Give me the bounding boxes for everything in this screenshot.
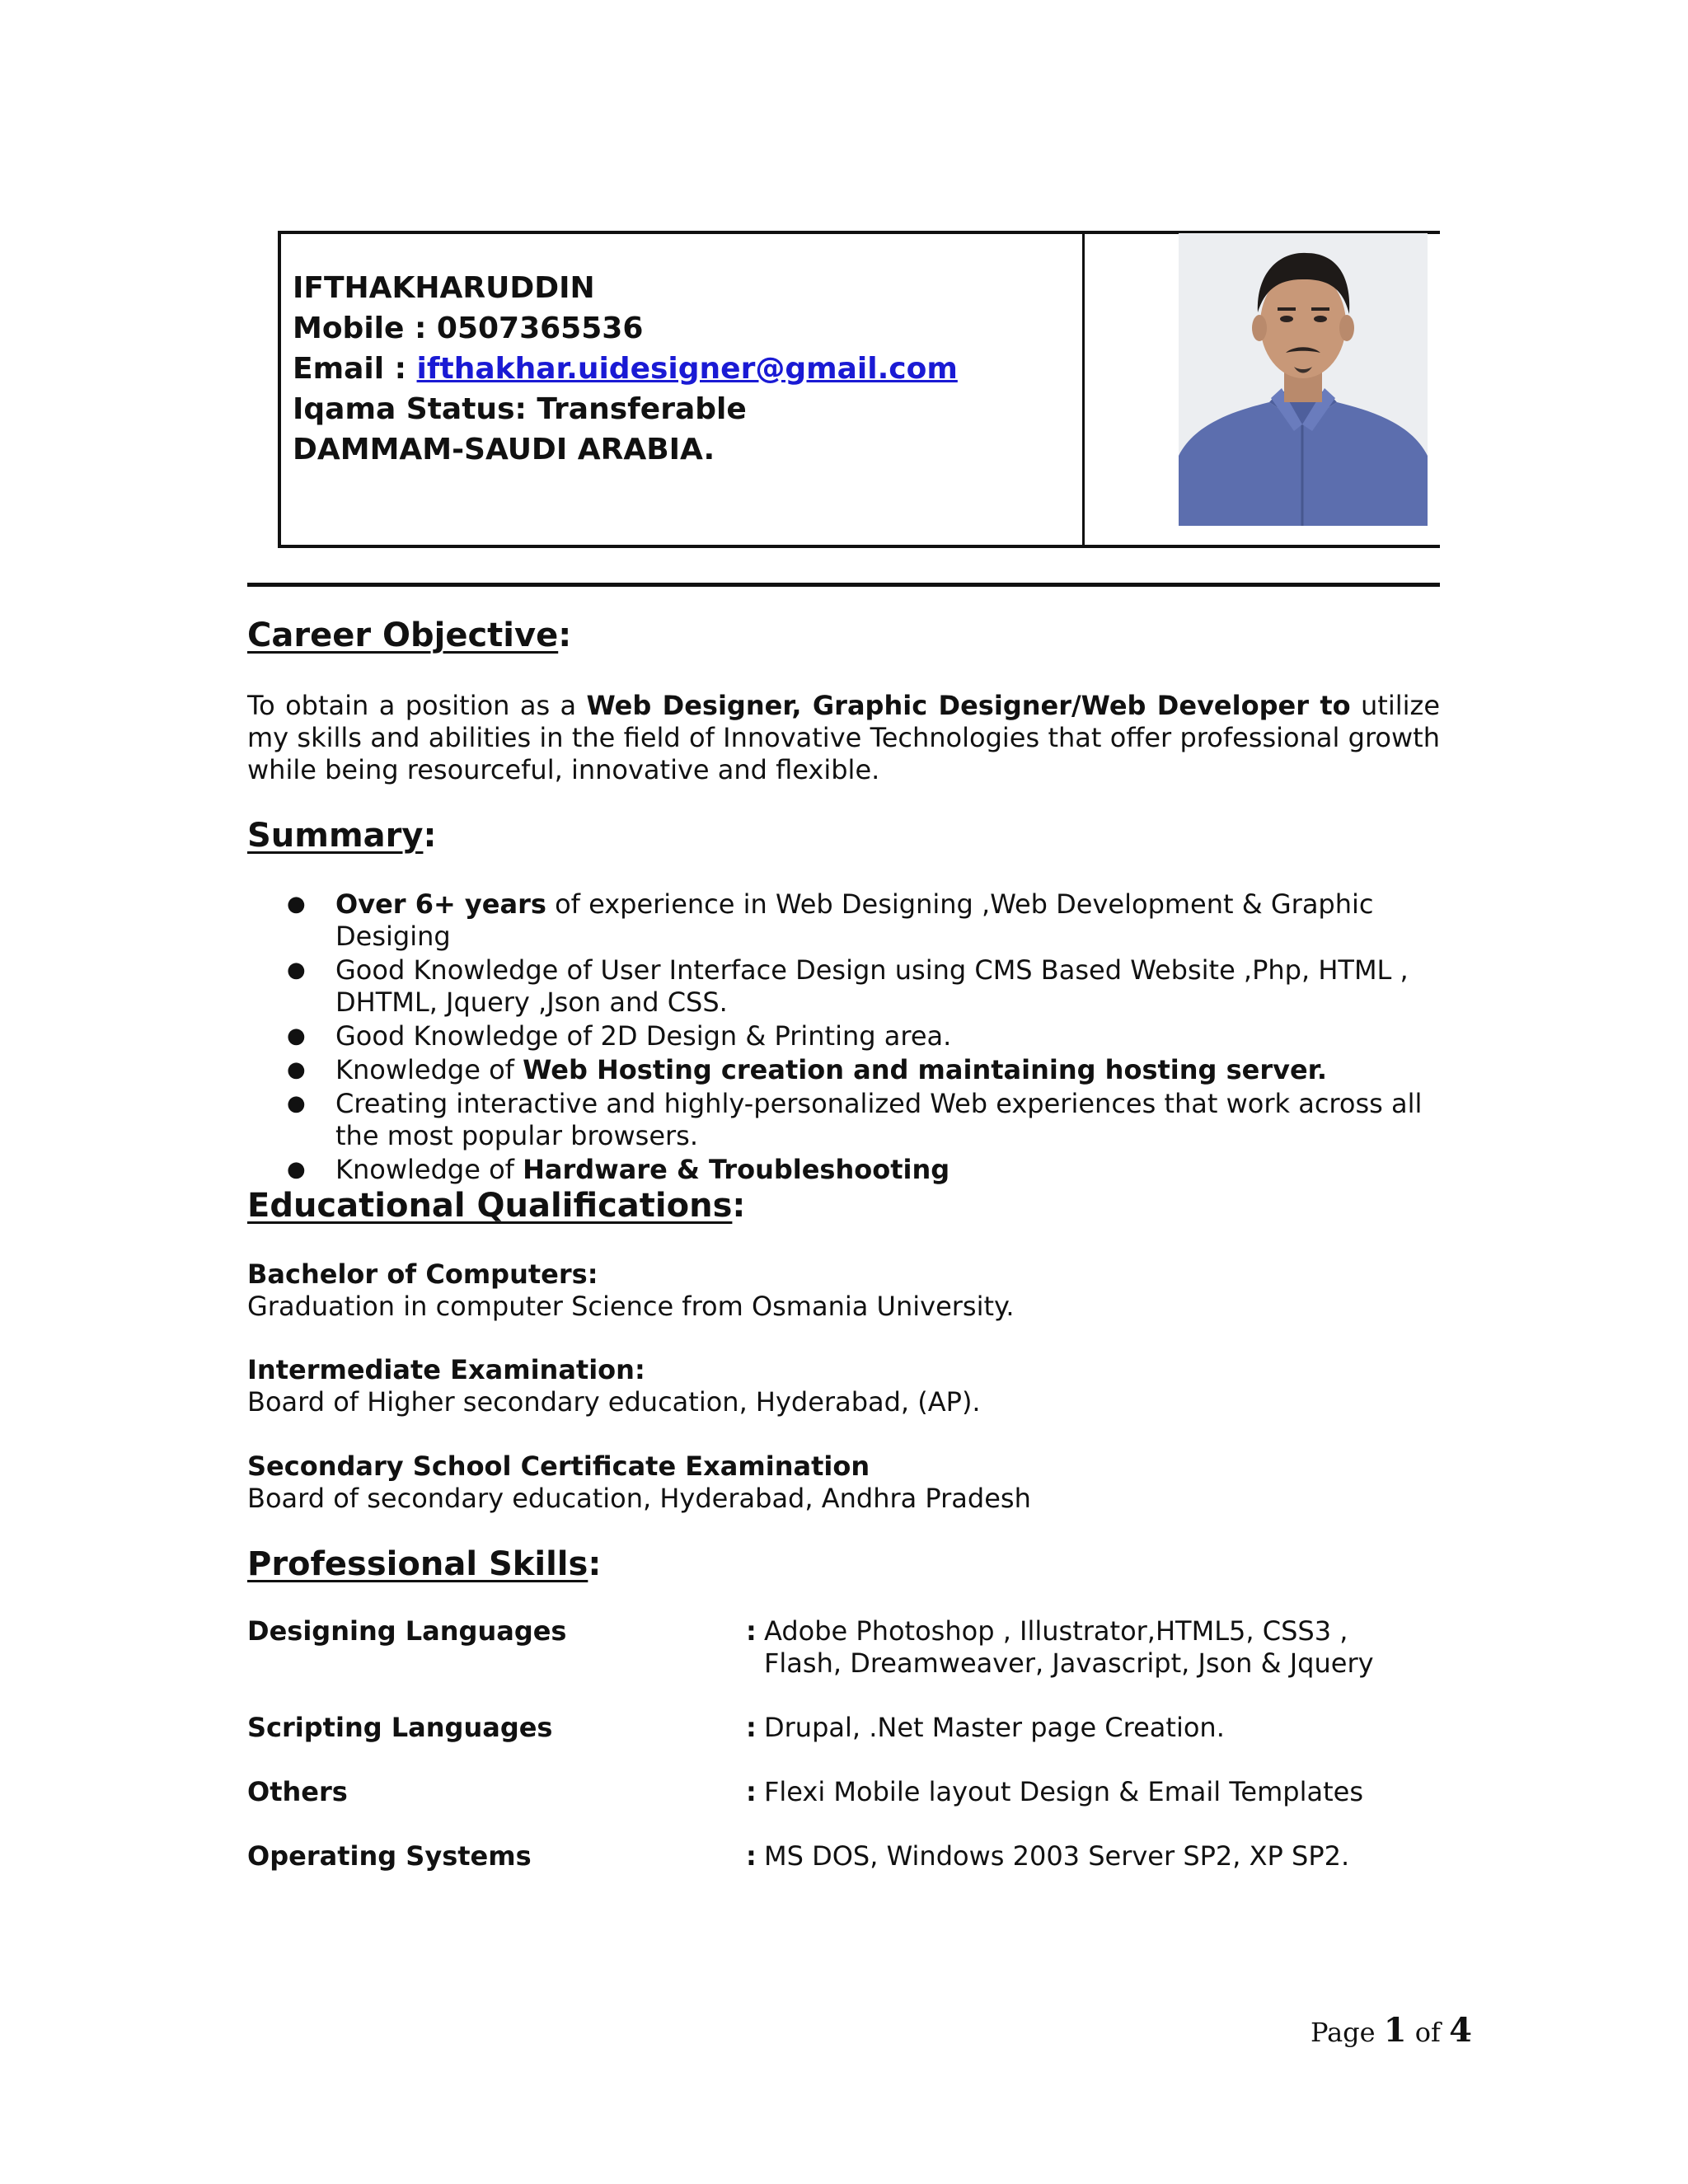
- summary-bold: Over 6+ years: [335, 888, 546, 920]
- contact-info: [293, 268, 958, 470]
- summary-text: Knowledge of: [335, 1054, 523, 1085]
- of-word: of: [1414, 2017, 1441, 2048]
- iqama-status: Iqama Status: Transferable: [293, 392, 747, 426]
- education-entry: [247, 1258, 1015, 1323]
- skills-title: Professional Skills: [247, 1545, 588, 1583]
- education-detail: Board of secondary education, Hyderabad, Andhra Pradesh: [247, 1483, 1031, 1514]
- skill-value: Adobe Photoshop , Illustrator,HTML5, CSS3 , Flash, Dreamweaver, Javascript, Json & Jquery: [764, 1615, 1374, 1679]
- summary-text: Knowledge of: [335, 1154, 523, 1185]
- skill-value: Flexi Mobile layout Design & Email Templates: [764, 1776, 1363, 1807]
- skills-heading: Professional Skills:: [247, 1545, 602, 1583]
- summary-text: Good Knowledge of User Interface Design using CMS Based Website ,Php, HTML , DHTML, Jquery ,Json and CSS.: [335, 954, 1409, 1018]
- summary-bold: Hardware & Troubleshooting: [523, 1154, 950, 1185]
- education-detail: Graduation in computer Science from Osmania University.: [247, 1291, 1015, 1322]
- career-text-1: To obtain a position as a: [247, 690, 587, 721]
- table-divider: [1082, 231, 1085, 548]
- list-item: [280, 1154, 1442, 1186]
- candidate-name: IFTHAKHARUDDIN: [293, 271, 595, 305]
- summary-text: Good Knowledge of 2D Design & Printing area.: [335, 1020, 952, 1052]
- skill-colon: :: [746, 1840, 757, 1872]
- header-rule: [247, 583, 1440, 587]
- skill-colon: :: [746, 1712, 757, 1743]
- list-item: [280, 1020, 1442, 1052]
- mobile-label: Mobile :: [293, 312, 437, 345]
- profile-photo: [1179, 233, 1428, 526]
- skill-value: Drupal, .Net Master page Creation.: [764, 1712, 1225, 1743]
- career-objective-text: [247, 690, 1440, 786]
- list-item: [280, 888, 1442, 953]
- email-line: [293, 349, 958, 389]
- career-objective-title: Career Objective: [247, 616, 559, 654]
- skill-label: Others: [247, 1776, 348, 1807]
- current-page: 1: [1383, 2011, 1407, 2050]
- page-word: Page: [1311, 2017, 1376, 2048]
- skill-label: Scripting Languages: [247, 1712, 553, 1743]
- total-pages: 4: [1449, 2011, 1472, 2050]
- list-item: [280, 954, 1442, 1019]
- skill-label: Designing Languages: [247, 1615, 567, 1647]
- list-item: [280, 1088, 1442, 1152]
- career-objective-heading: Career Objective:: [247, 616, 572, 654]
- education-detail: Board of Higher secondary education, Hyderabad, (AP).: [247, 1386, 981, 1418]
- summary-text: of experience in Web Designing ,Web Development & Graphic Desiging: [335, 888, 1374, 952]
- education-degree: Bachelor of Computers:: [247, 1258, 598, 1290]
- education-entry: [247, 1451, 1031, 1515]
- career-text-bold: Web Designer, Graphic Designer/Web Developer to: [586, 690, 1351, 721]
- skill-value: MS DOS, Windows 2003 Server SP2, XP SP2.: [764, 1840, 1350, 1872]
- education-heading: Educational Qualifications:: [247, 1187, 746, 1225]
- email-label: Email :: [293, 352, 417, 386]
- summary-heading: Summary:: [247, 817, 437, 855]
- email-link[interactable]: ifthakhar.uidesigner@gmail.com: [416, 352, 958, 386]
- page-number: [1311, 2011, 1472, 2050]
- summary-text: Creating interactive and highly-personalized Web experiences that work across all the most popular browsers.: [335, 1088, 1423, 1151]
- education-title: Educational Qualifications: [247, 1187, 733, 1225]
- summary-title: Summary: [247, 817, 424, 855]
- location: DAMMAM-SAUDI ARABIA.: [293, 433, 715, 466]
- mobile-number: 0507365536: [436, 312, 644, 345]
- education-degree: Intermediate Examination:: [247, 1354, 645, 1385]
- list-item: [280, 1054, 1442, 1086]
- skill-label: Operating Systems: [247, 1840, 532, 1872]
- education-degree: Secondary School Certificate Examination: [247, 1451, 870, 1482]
- skill-colon: :: [746, 1615, 757, 1647]
- mobile-line: [293, 308, 958, 349]
- skill-colon: :: [746, 1776, 757, 1807]
- career-text-2: utilize my skills and abilities in the field of Innovative Technologies that offer professional growth while being resourceful, innovative and flexible.: [247, 690, 1441, 785]
- summary-bold: Web Hosting creation and maintaining hosting server.: [523, 1054, 1328, 1085]
- summary-list: [280, 888, 1442, 1188]
- education-entry: [247, 1354, 981, 1418]
- profile-photo-image: [1179, 233, 1428, 526]
